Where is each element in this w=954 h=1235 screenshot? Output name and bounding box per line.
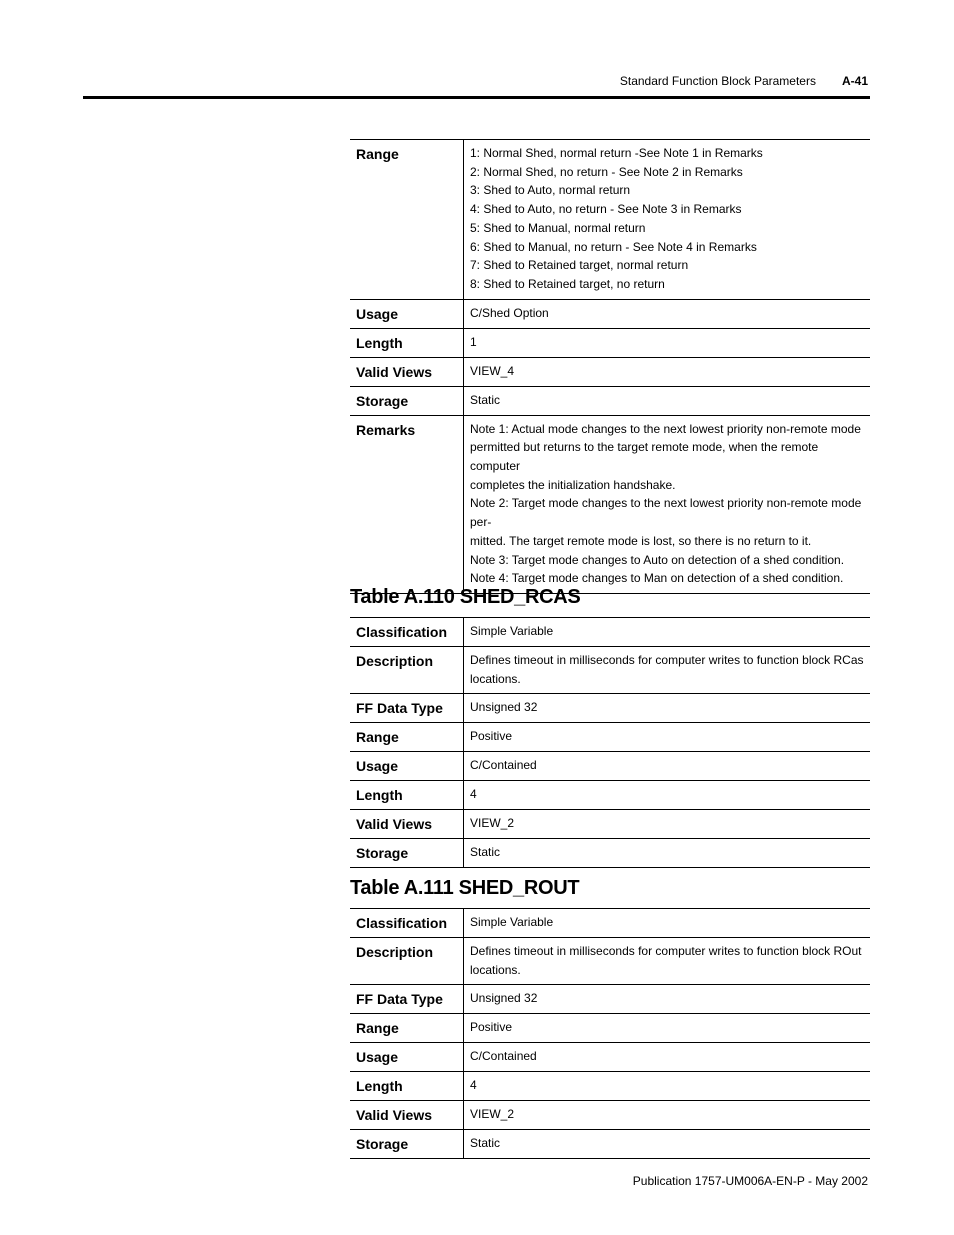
value-line: Unsigned 32: [470, 700, 538, 715]
table-row: [350, 938, 870, 985]
table-row: [350, 1072, 870, 1101]
value-line: locations.: [470, 962, 521, 977]
value-line: 2: Normal Shed, no return - See Note 2 in Remarks: [470, 164, 743, 179]
value-line: Defines timeout in milliseconds for computer writes to function block RCas: [470, 653, 864, 667]
row-label: Length: [350, 1072, 464, 1101]
row-value: [464, 140, 871, 300]
row-value: [464, 694, 871, 723]
row-label: Storage: [350, 386, 464, 415]
table-row: [350, 839, 870, 868]
row-value: [464, 810, 871, 839]
parameter-table: [350, 908, 870, 1159]
row-label: Range: [350, 1014, 464, 1043]
row-label: Length: [350, 328, 464, 357]
row-label: Valid Views: [350, 357, 464, 386]
row-label: Description: [350, 938, 464, 985]
value-line: Note 2: Target mode changes to the next lowest priority non-remote mode per-: [470, 496, 862, 530]
value-line: C/Contained: [470, 1049, 537, 1064]
table-row: [350, 909, 870, 938]
row-label: Classification: [350, 909, 464, 938]
table-row: [350, 694, 870, 723]
row-label: FF Data Type: [350, 985, 464, 1014]
table-row: [350, 618, 870, 647]
table-title: Table A.110 SHED_RCAS: [350, 586, 581, 608]
value-line: Note 4: Target mode changes to Man on detection of a shed condition.: [470, 571, 844, 586]
table-shed-rout-section: [350, 877, 870, 1159]
table-row: [350, 810, 870, 839]
header-section-title: Standard Function Block Parameters: [619, 74, 816, 88]
row-value: [464, 839, 871, 868]
value-line: 4: [470, 1078, 477, 1093]
row-value: [464, 328, 871, 357]
table-shed-opt-continued: [350, 139, 870, 594]
table-row: [350, 1014, 870, 1043]
row-label: Usage: [350, 752, 464, 781]
row-value: [464, 618, 871, 647]
row-value: [464, 1072, 871, 1101]
table-row: [350, 1130, 870, 1159]
row-value: [464, 938, 871, 985]
table-row: [350, 415, 870, 593]
value-line: 1: Normal Shed, normal return -See Note 1 in Remarks: [470, 146, 763, 160]
table-row: [350, 357, 870, 386]
value-line: 1: [470, 334, 477, 349]
row-label: Description: [350, 647, 464, 694]
row-value: [464, 1014, 871, 1043]
header-rule: [83, 96, 870, 99]
row-label: Usage: [350, 1043, 464, 1072]
value-line: Static: [470, 845, 501, 860]
page-header: [620, 74, 868, 88]
value-line: mitted. The target remote mode is lost, so there is no return to it.: [470, 533, 812, 548]
row-value: [464, 781, 871, 810]
parameter-table: [350, 617, 870, 868]
table-row: [350, 299, 870, 328]
table-row: [350, 1043, 870, 1072]
value-line: C/Shed Option: [470, 305, 549, 320]
value-line: Positive: [470, 1020, 513, 1035]
value-line: Note 3: Target mode changes to Auto on detection of a shed condition.: [470, 552, 845, 567]
row-value: [464, 909, 871, 938]
value-line: Note 1: Actual mode changes to the next lowest priority non-remote mode: [470, 421, 861, 436]
page-footer: Publication 1757-UM006A-EN-P - May 2002: [632, 1174, 868, 1188]
value-line: 4: Shed to Auto, no return - See Note 3 in Remarks: [470, 202, 742, 217]
row-label: Valid Views: [350, 1101, 464, 1130]
value-line: VIEW_2: [470, 1107, 515, 1122]
value-line: 8: Shed to Retained target, no return: [470, 276, 665, 291]
row-label: Storage: [350, 839, 464, 868]
table-row: [350, 386, 870, 415]
value-line: 6: Shed to Manual, no return - See Note 4 in Remarks: [470, 239, 757, 254]
table-row: [350, 752, 870, 781]
table-row: [350, 985, 870, 1014]
row-label: Storage: [350, 1130, 464, 1159]
table-row: [350, 140, 870, 300]
row-value: [464, 299, 871, 328]
row-value: [464, 1043, 871, 1072]
value-line: C/Contained: [470, 758, 537, 773]
value-line: locations.: [470, 671, 521, 686]
row-label: Length: [350, 781, 464, 810]
row-label: Range: [350, 140, 464, 300]
value-line: VIEW_4: [470, 363, 515, 378]
row-value: [464, 1130, 871, 1159]
value-line: Unsigned 32: [470, 991, 538, 1006]
table-title: Table A.111 SHED_ROUT: [350, 877, 580, 899]
row-label: Classification: [350, 618, 464, 647]
value-line: 7: Shed to Retained target, normal return: [470, 258, 689, 273]
table-row: [350, 1101, 870, 1130]
row-label: Range: [350, 723, 464, 752]
row-label: Valid Views: [350, 810, 464, 839]
value-line: 3: Shed to Auto, normal return: [470, 183, 631, 198]
row-value: [464, 752, 871, 781]
value-line: completes the initialization handshake.: [470, 477, 676, 492]
row-value: [464, 723, 871, 752]
value-line: Positive: [470, 729, 513, 744]
table-row: [350, 328, 870, 357]
parameter-table: [350, 139, 870, 594]
table-shed-rcas-section: [350, 586, 870, 868]
value-line: VIEW_2: [470, 816, 515, 831]
value-line: 4: [470, 787, 477, 802]
row-value: [464, 985, 871, 1014]
value-line: Static: [470, 1136, 501, 1151]
row-value: [464, 415, 871, 593]
value-line: Defines timeout in milliseconds for computer writes to function block ROut: [470, 944, 862, 958]
value-line: 5: Shed to Manual, normal return: [470, 220, 646, 235]
row-label: Usage: [350, 299, 464, 328]
row-value: [464, 647, 871, 694]
value-line: Static: [470, 392, 501, 407]
row-label: FF Data Type: [350, 694, 464, 723]
table-row: [350, 647, 870, 694]
row-label: Remarks: [350, 415, 464, 593]
row-value: [464, 1101, 871, 1130]
value-line: permitted but returns to the target remote mode, when the remote computer: [470, 440, 819, 474]
table-row: [350, 781, 870, 810]
row-value: [464, 357, 871, 386]
value-line: Simple Variable: [470, 915, 554, 929]
table-row: [350, 723, 870, 752]
value-line: Simple Variable: [470, 624, 554, 638]
row-value: [464, 386, 871, 415]
header-page-number: A-41: [841, 74, 868, 88]
